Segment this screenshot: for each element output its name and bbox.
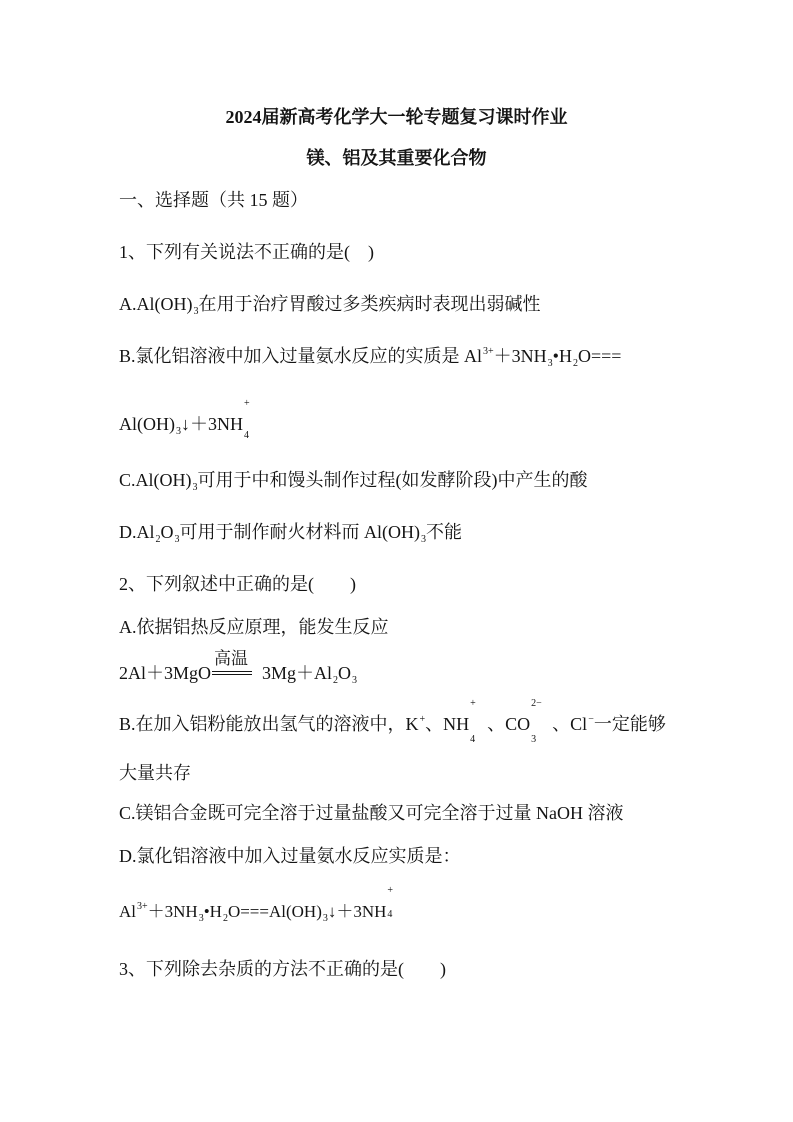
subscript: 3 <box>198 913 204 924</box>
ion-index-stack <box>386 885 396 924</box>
subscript: 3 <box>192 482 198 493</box>
question-2-stem: 2、下列叙述中正确的是( ) <box>119 574 356 594</box>
question-2-option-d: D.氯化铝溶液中加入过量氨水反应实质是： <box>119 846 461 866</box>
formula-text: 、CO <box>487 714 531 734</box>
option-text: 可用于中和馒头制作过程(如发酵阶段)中产生的酸 <box>197 470 588 490</box>
ion-charge: + <box>470 698 476 709</box>
option-text: A.Al(OH) <box>119 294 193 314</box>
formula-text: •H <box>203 902 222 921</box>
ion-index-stack <box>530 698 544 745</box>
subscript: 4 <box>470 734 476 745</box>
reaction-condition-label: 高温 <box>214 649 249 668</box>
ion-charge: + <box>387 885 394 896</box>
formula-text: Al(OH) <box>119 414 175 434</box>
subscript: 4 <box>244 430 249 441</box>
formula-text: ↓＋3NH <box>327 902 387 921</box>
formula-text: ＋3NH <box>493 346 547 366</box>
subscript: 3 <box>352 675 358 686</box>
ion-charge: − <box>588 714 594 725</box>
ion-charge: + <box>419 714 426 725</box>
question-2-option-b-continued: 大量共存 <box>119 763 191 783</box>
question-2-option-a: A.依据铝热反应原理，能发生反应 <box>119 617 389 637</box>
subscript: 2 <box>155 534 161 545</box>
section-heading: 一、选择题（共 15 题） <box>119 190 308 210</box>
option-text: 一定能够 <box>593 714 666 734</box>
question-1-option-a <box>119 292 541 316</box>
subscript: 3 <box>421 534 426 545</box>
ion-charge: + <box>244 398 250 409</box>
question-1-option-c <box>119 468 588 492</box>
subscript: 3 <box>193 306 199 317</box>
option-text: B.氯化铝溶液中加入过量氨水反应的实质是 Al <box>119 346 483 366</box>
formula-text: 、Cl <box>552 714 588 734</box>
subscript: 2 <box>572 358 578 369</box>
question-2-option-b <box>119 698 666 745</box>
ion-charge: 3+ <box>483 346 494 357</box>
option-text: C.Al(OH) <box>119 470 192 490</box>
formula-text: ＋3NH <box>147 902 198 921</box>
formula-text: ↓＋3NH <box>181 414 243 434</box>
option-text: 不能 <box>426 522 462 542</box>
question-1-option-b-continued <box>119 398 253 441</box>
subscript: 3 <box>547 358 553 369</box>
question-2-option-a-equation <box>119 649 358 686</box>
subscript: 3 <box>322 913 328 924</box>
formula-text: 、NH <box>425 714 470 734</box>
question-1-stem: 1、下列有关说法不正确的是( ) <box>119 242 374 262</box>
subscript: 3 <box>176 426 181 437</box>
subscript: 2 <box>222 913 228 924</box>
formula-text: O===Al(OH) <box>227 902 322 921</box>
ion-index-stack <box>243 398 253 441</box>
formula-text: 3Mg＋Al <box>262 663 333 683</box>
document-subtitle: 镁、铝及其重要化合物 <box>306 148 487 168</box>
question-1-option-b <box>119 344 621 368</box>
subscript: 2 <box>333 675 339 686</box>
question-1-option-d <box>119 520 462 544</box>
question-2-option-c: C.镁铝合金既可完全溶于过量盐酸又可完全溶于过量 NaOH 溶液 <box>119 803 624 823</box>
ion-charge: 2− <box>531 698 542 709</box>
document-title: 2024届新高考化学大一轮专题复习课时作业 <box>225 107 568 127</box>
ion-charge: 3+ <box>137 901 148 912</box>
subscript: 3 <box>174 534 180 545</box>
formula-text: Al <box>119 902 136 921</box>
ion-index-stack <box>469 698 479 745</box>
question-3-stem: 3、下列除去杂质的方法不正确的是( ) <box>119 959 446 979</box>
option-text: D.Al <box>119 522 155 542</box>
option-text: 可用于制作耐火材料而 Al(OH) <box>179 522 420 542</box>
option-text: B.在加入铝粉能放出氢气的溶液中，K <box>119 714 419 734</box>
formula-text: O=== <box>577 346 622 366</box>
formula-text: •H <box>552 346 572 366</box>
subscript: 3 <box>531 734 537 745</box>
equals-sign <box>212 671 252 675</box>
formula-text: 2Al＋3MgO <box>119 663 212 683</box>
formula-text: O <box>160 522 174 542</box>
reaction-condition <box>212 649 252 685</box>
formula-text: O <box>338 663 352 683</box>
question-2-option-d-equation <box>119 885 396 924</box>
subscript: 4 <box>387 909 393 920</box>
option-text: 在用于治疗胃酸过多类疾病时表现出弱碱性 <box>198 294 541 314</box>
